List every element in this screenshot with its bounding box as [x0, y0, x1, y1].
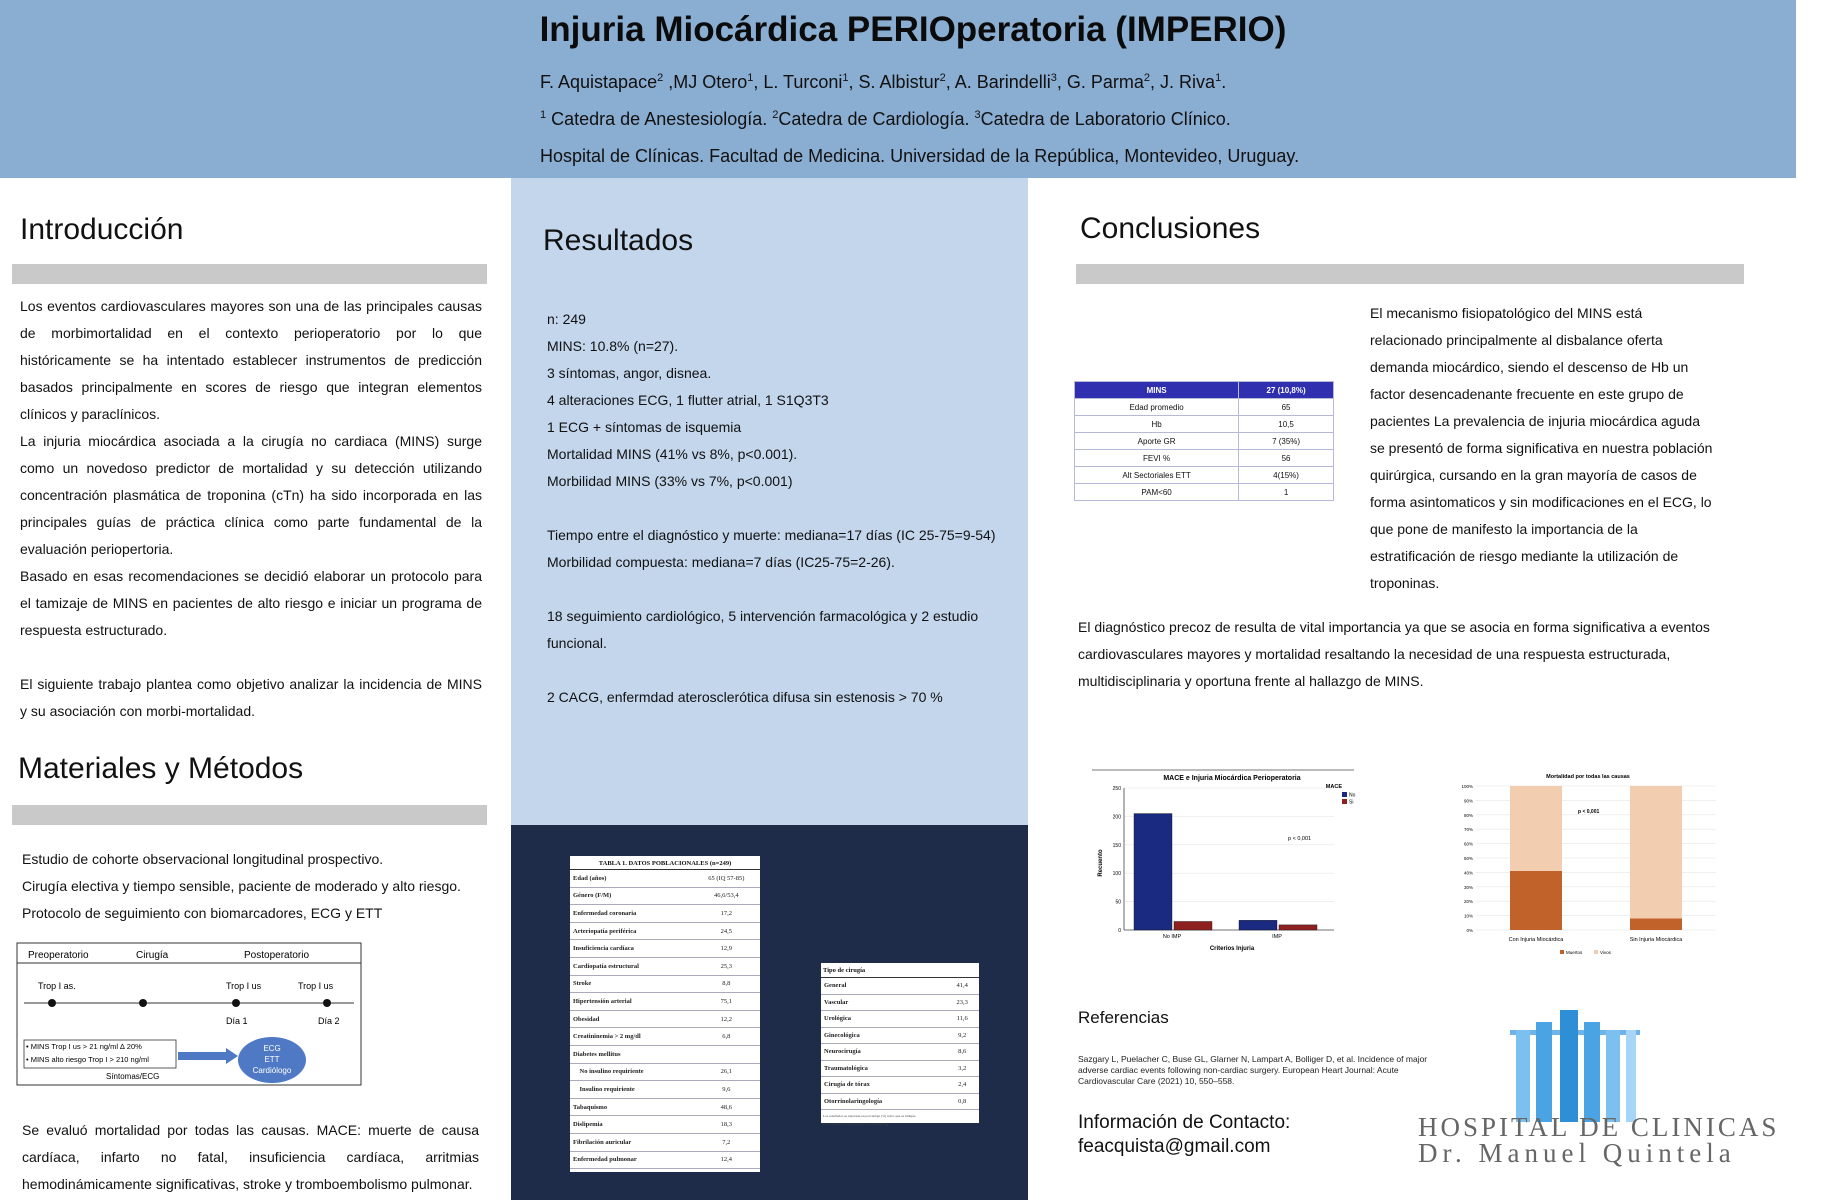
author-name: , L. Turconi	[753, 72, 843, 92]
diagram-b2: • MINS alto riesgo Trop I > 210 ng/ml	[26, 1055, 149, 1064]
row-value: 48,6	[693, 1098, 760, 1116]
row-label: Otorrinolaringología	[821, 1093, 945, 1110]
surgery-row	[821, 994, 979, 1011]
mins-row	[1075, 433, 1334, 450]
p-value-annotation: p < 0,001	[1288, 836, 1312, 842]
timeline-dot	[232, 999, 240, 1007]
population-row	[570, 957, 760, 975]
results-text: n: 249 MINS: 10.8% (n=27). 3 síntomas, angor, disnea. 4 alteraciones ECG, 1 flutter atrial, 1 S1Q3T3 1 ECG + síntomas de isquemia Mortalidad MINS (41% vs 8%, p<0.001). Morbilidad MINS (33% vs 7%, p<0.001) Tiempo entre el diagnóstico y muerte: mediana=17 días (IC 25-75=9-54) Morbilidad compuesta: mediana=7 días (IC25-75=2-26). 18 seguimiento cardiológico, 5 intervención farmacológica y 2 estudio funcional. 2 CACG, enfermdad aterosclerótica difusa sin estenosis > 70 %	[547, 311, 996, 705]
row-value: 1	[1239, 484, 1334, 501]
row-label: Vascular	[821, 994, 945, 1011]
diagram-b1: • MINS Trop I us > 21 ng/ml ∆ 20%	[26, 1042, 142, 1051]
row-label: Urológica	[821, 1011, 945, 1028]
row-label: Obesidad	[570, 1010, 693, 1028]
population-row	[570, 1151, 760, 1169]
population-row	[570, 1010, 760, 1028]
population-row	[570, 870, 760, 887]
x-tick-label: Sin Injuria Miocárdica	[1629, 937, 1683, 943]
references-title: Referencias	[1078, 1008, 1169, 1027]
legend-label: Si	[1349, 799, 1354, 806]
logo-line1: HOSPITAL DE CLINICAS	[1418, 1112, 1780, 1142]
row-value: 25,3	[693, 957, 760, 975]
stacked-bar-muertos	[1510, 871, 1562, 930]
row-label: Cardiopatía estructural	[570, 957, 693, 975]
row-label: Aporte GR	[1075, 433, 1239, 450]
mins-row	[1075, 399, 1334, 416]
row-value: 75,1	[693, 993, 760, 1011]
authors-line: F. Aquistapace$^2$ ,MJ Otero$^1$, L. Turconi$^1$, S. Albistur$^2$, A. Barindelli$^3$, G. Parma$^2$, J. Riva$^1$.	[540, 72, 1227, 92]
population-row	[570, 1133, 760, 1151]
row-label: Cirugía de tórax	[821, 1077, 945, 1094]
y-tick-label: 100	[1112, 871, 1121, 878]
diagram-c3: Cardiólogo	[252, 1066, 292, 1075]
author-name: , G. Parma	[1056, 72, 1144, 92]
bar-si	[1279, 925, 1317, 930]
y-tick-label: 50%	[1463, 856, 1473, 861]
row-value: 9,6	[693, 1081, 760, 1099]
protocol-diagram	[16, 942, 362, 1087]
legend-swatch	[1594, 950, 1598, 954]
y-tick-label: 70%	[1463, 827, 1473, 833]
mace-chart	[1092, 768, 1354, 958]
y-tick-label: 200	[1112, 814, 1121, 821]
population-row	[570, 1045, 760, 1063]
row-value: 65	[1239, 399, 1334, 416]
y-tick-label: 50	[1115, 899, 1121, 906]
mins-table-wrap	[1074, 381, 1334, 501]
row-label: Género (F/M)	[570, 887, 693, 905]
row-value: 56	[1239, 450, 1334, 467]
row-label: General	[821, 978, 945, 994]
population-row	[570, 1081, 760, 1099]
row-value	[693, 1045, 760, 1063]
y-tick-label: 0%	[1466, 928, 1473, 933]
row-value: 8,8	[693, 975, 760, 993]
y-tick-label: 10%	[1463, 913, 1473, 919]
chart-title: MACE e Injuria Miocárdica Perioperatoria	[1163, 775, 1301, 782]
population-row	[570, 1116, 760, 1134]
surgery-row	[821, 978, 979, 994]
row-label: Edad promedio	[1075, 399, 1239, 416]
diagram-c2: ETT	[264, 1055, 280, 1064]
diagram-day1: Día 1	[226, 1016, 248, 1026]
legend-title: MACE	[1325, 784, 1342, 790]
surgery-row	[821, 1011, 979, 1028]
stacked-bar-vivos	[1510, 786, 1562, 871]
logo-line2: Dr. Manuel Quintela	[1418, 1138, 1736, 1168]
author-name: F. Aquistapace	[540, 72, 658, 92]
surgery-row	[821, 1077, 979, 1094]
methods-lines: Estudio de cohorte observacional longitudinal prospectivo. Cirugía electiva y tiempo sensible, paciente de moderado y alto riesgo. Protocolo de seguimiento con biomarcadores, ECG y ETT	[22, 851, 461, 921]
row-value: 18,3	[693, 1116, 760, 1134]
row-label: Stroke	[570, 975, 693, 993]
row-value: 8,6	[945, 1044, 979, 1061]
row-label: Arteriopatía periférica	[570, 922, 693, 940]
row-value: 9,2	[945, 1027, 979, 1044]
y-tick-label: 100%	[1461, 784, 1473, 789]
y-tick-label: 20%	[1463, 899, 1473, 905]
author-name: , S. Albistur	[848, 72, 940, 92]
y-tick-label: 60%	[1463, 841, 1473, 847]
timeline-dot	[139, 999, 147, 1007]
author-name: , J. Riva	[1150, 72, 1216, 92]
hospital-line: Hospital de Clínicas. Facultad de Medicina. Universidad de la República, Montevideo, Uruguay.	[540, 146, 1300, 166]
y-tick-label: 250	[1112, 786, 1121, 792]
diagram-trop3: Trop I us	[298, 981, 334, 991]
row-label: PAM<60	[1075, 484, 1239, 501]
mins-row	[1075, 467, 1334, 484]
conclusions-p2: El diagnóstico precoz de resulta de vital importancia ya que se asocia en forma significativa a eventos cardiovasculares mayores y mortalidad resaltando la necesidad de una respuesta estructurada, multidisciplinaria y oportuna frente al hallazgo de MINS.	[1078, 619, 1710, 689]
surgery-type-table: Tipo de cirugía General 41,4 Vascular 23,3 Urológica 11,6 Ginecológica 9,2 Neurocirugía 8,6 Traumatológica 3,2 Cirugía de tórax 2,4 Otorrinolaringología 0,8 Los resultados se expresan en porcentaje (%) salvo que se indique Los resultados se expresan en % (mediana IQ)	[821, 963, 979, 1123]
legend-label: No	[1349, 792, 1356, 799]
y-tick-label: 90%	[1463, 798, 1473, 804]
row-value: 23,3	[945, 994, 979, 1011]
row-label: Hb	[1075, 416, 1239, 433]
y-tick-label: 30%	[1463, 884, 1473, 890]
row-value: 3,2	[945, 1060, 979, 1077]
row-label: FEVI %	[1075, 450, 1239, 467]
population-row	[570, 1063, 760, 1081]
row-value: 10,5	[1239, 416, 1334, 433]
timeline-dot	[48, 999, 56, 1007]
y-tick-label: 40%	[1463, 870, 1473, 876]
methods-title: Materiales y Métodos	[18, 752, 304, 785]
contact-title: Información de Contacto:	[1078, 1112, 1291, 1133]
population-row	[570, 905, 760, 923]
x-axis-label: Criterios Injuria	[1209, 946, 1255, 952]
row-label: Diabetes mellitus	[570, 1045, 693, 1063]
row-label: Fibrilación auricular	[570, 1133, 693, 1151]
row-label: Hipertensión arterial	[570, 993, 693, 1011]
row-value: 7,2	[693, 1133, 760, 1151]
diagram-b3: Síntomas/ECG	[106, 1072, 160, 1081]
references-text: Sazgary L, Puelacher C, Buse GL, Glarner N, Lampart A, Bolliger D, et al. Incidence of major adverse cardiac events following non-cardiac surgery. European Heart Journal: Acute Cardiovascular Care (2021) 10, 550–558.	[1078, 1054, 1428, 1086]
diagram-cirugia: Cirugía	[136, 950, 169, 961]
x-tick-label: Con Injuria Miocárdica	[1508, 937, 1564, 943]
legend-label: Vivos	[1600, 950, 1611, 955]
x-tick-label: IMP	[1272, 934, 1282, 940]
row-label: Enfermedad pulmonar	[570, 1151, 693, 1169]
mins-row	[1075, 450, 1334, 467]
row-value: 12,9	[693, 940, 760, 958]
row-value: 24,5	[693, 922, 760, 940]
row-label: Dislipemia	[570, 1116, 693, 1134]
y-tick-label: 150	[1112, 842, 1121, 849]
surgery-row	[821, 1060, 979, 1077]
row-value: 12,4	[693, 1151, 760, 1169]
methods-divider	[12, 805, 487, 825]
diagram-c1: ECG	[263, 1044, 281, 1053]
row-value: 4(15%)	[1239, 467, 1334, 484]
row-label: Insulino requiriente	[570, 1081, 693, 1099]
conclusions-title: Conclusiones	[1080, 212, 1261, 245]
population-row	[570, 993, 760, 1011]
population-row	[570, 1028, 760, 1046]
row-value: 41,4	[945, 978, 979, 994]
conclusions-p1: El mecanismo fisiopatológico del MINS está relacionado principalmente al disbalance oferta demanda miocárdico, siendo el descenso de Hb un factor desencadenante frecuente en este grupo de pacientes La prevalencia de injuria miocárdica aguda se presentó de forma significativa en nuestra población quirúrgica, cursando en la gran mayoría de casos de forma asintomaticos y sin modificaciones en el ECG, lo que pone de manifesto la importancia de la estratificación de riesgo mediante la utilización de troponinas.	[1370, 305, 1713, 591]
hospital-logo-icon	[1510, 1010, 1640, 1106]
author-affiliation-sup: 3	[1050, 72, 1057, 84]
y-tick-label: 80%	[1463, 812, 1473, 818]
diagram-trop2: Trop I us	[226, 981, 262, 991]
author-affiliation-sup: 2	[1143, 72, 1151, 84]
legend-label: Muertos	[1566, 950, 1583, 955]
row-label: Tabaquismo	[570, 1098, 693, 1116]
y-axis-label: Recuento	[1098, 849, 1104, 877]
bar-si	[1174, 921, 1212, 930]
row-label: Alt Sectoriales ETT	[1075, 467, 1239, 484]
population-row	[570, 975, 760, 993]
row-label: Traumatológica	[821, 1060, 945, 1077]
row-value: 12,2	[693, 1010, 760, 1028]
row-label: Neurocirugía	[821, 1044, 945, 1061]
affiliations-line: $^1$ Catedra de Anestesiología. $^2$Catedra de Cardiología. $^3$Catedra de Laboratorio Clínico.	[540, 109, 1231, 129]
mins-row	[1075, 416, 1334, 433]
x-tick-label: No IMP	[1162, 934, 1182, 940]
chart-title: Mortalidad por todas las causas	[1546, 774, 1630, 780]
diagram-trop1: Trop I as.	[38, 981, 76, 991]
mins-header-cell: 27 (10,8%)	[1239, 382, 1334, 399]
poster-title: Injuria Miocárdica PERIOperatoria (IMPERIO)	[539, 10, 1287, 49]
contact-email[interactable]: feacquista@gmail.com	[1078, 1136, 1271, 1157]
stacked-bar-muertos	[1630, 918, 1682, 930]
timeline-dot	[323, 999, 331, 1007]
row-label: Ginecológica	[821, 1027, 945, 1044]
bar-no	[1239, 920, 1277, 930]
mortality-chart	[1448, 768, 1718, 964]
author-name: ,MJ Otero	[663, 72, 748, 92]
row-label: Edad (años)	[570, 870, 693, 887]
legend-swatch	[1560, 950, 1564, 954]
p-value-annotation: p < 0,001	[1578, 809, 1600, 815]
author-affiliation-sup: 1	[842, 72, 849, 84]
population-row	[570, 922, 760, 940]
results-title: Resultados	[543, 224, 694, 257]
row-value: 11,6	[945, 1011, 979, 1028]
intro-divider	[12, 264, 487, 284]
stacked-bar-vivos	[1630, 786, 1682, 918]
population-row	[570, 887, 760, 905]
legend-swatch	[1342, 799, 1347, 804]
population-row	[570, 1098, 760, 1116]
row-value: 46,6/53,4	[693, 887, 760, 905]
surgery-row	[821, 1044, 979, 1061]
author-name: , A. Barindelli	[945, 72, 1051, 92]
mins-row	[1075, 484, 1334, 501]
row-label: Insuficiencia cardíaca	[570, 940, 693, 958]
row-label: Creatininemia > 2 mg/dl	[570, 1028, 693, 1046]
methods-end-text: Se evaluó mortalidad por todas las causas. MACE: muerte de causa cardíaca, infarto no fatal, insuficiencia cardíaca, arritmias hemodinámicamente significativas, stroke y tromboembolismo pulmonar.	[22, 1122, 479, 1192]
mins-header-row	[1075, 382, 1334, 399]
diagram-preop: Preoperatorio	[28, 950, 89, 961]
row-value: 0,8	[945, 1093, 979, 1110]
intro-title: Introducción	[20, 213, 184, 246]
diagram-postop: Postoperatorio	[244, 950, 310, 961]
row-value: 65 (IQ 57-85)	[693, 870, 760, 887]
row-value: 7 (35%)	[1239, 433, 1334, 450]
y-tick-label: 0	[1118, 928, 1121, 934]
intro-text: Los eventos cardiovasculares mayores son una de las principales causas de morbimortalidad en el contexto perioperatorio por lo que históricamente se ha intentado establecer instrumentos de predicción basados principalmente en scores de riesgo que integran elementos clínicos y paraclínicos. La injuria miocárdica asociada a la cirugía no cardiaca (MINS) surge como un novedoso predictor de mortalidad y su detección utilizando concentración plasmática de troponina (cTn) ha sido incorporada en las principales guías de práctica clínica como parte fundamental de la evaluación periopertoria. Basado en esas recomendaciones se decidió elaborar un protocolo para el tamizaje de MINS en pacientes de alto riesgo e iniciar un programa de respuesta estructurado. El siguiente trabajo plantea como objetivo analizar la incidencia de MINS y su asociación con morbi-mortalidad.	[20, 298, 482, 719]
conclusions-divider	[1076, 264, 1744, 284]
population-table: TABLA 1. DATOS POBLACIONALES (n=249) Edad (años) 65 (IQ 57-85) Género (F/M) 46,6/53,4 Enfermedad coronaria 17,2 Arteriopatía periférica 24,5 Insuficiencia cardíaca 12,9 Cardiopatía estructural 25,3 Stroke 8,8 Hipertensión arterial 75,1 Obesidad 12,2 Creatininemia > 2 mg/dl 6,8 Diabetes mellitus No insulino requiriente 26,1 Insulino requiriente 9,6 Tabaquismo 48,6 Dislipemia 18,3 Fibrilación auricular 7,2 Enfermedad pulmonar 12,4	[570, 856, 760, 1172]
row-value: 6,8	[693, 1028, 760, 1046]
legend-swatch	[1342, 792, 1347, 797]
row-label: No insulino requiriente	[570, 1063, 693, 1081]
row-value: 17,2	[693, 905, 760, 923]
author-affiliation-sup: 1	[747, 72, 754, 84]
population-row	[570, 940, 760, 958]
bar-no	[1134, 814, 1172, 930]
row-label: Enfermedad coronaria	[570, 905, 693, 923]
author-affiliation-sup: 2	[939, 72, 946, 84]
author-affiliation-sup: 2	[657, 72, 664, 84]
surgery-row	[821, 1093, 979, 1110]
row-value: 2,4	[945, 1077, 979, 1094]
row-value: 26,1	[693, 1063, 760, 1081]
mins-header-cell: MINS	[1075, 382, 1239, 399]
author-affiliation-sup: 1	[1215, 72, 1222, 84]
diagram-day2: Día 2	[318, 1016, 340, 1026]
surgery-row	[821, 1027, 979, 1044]
